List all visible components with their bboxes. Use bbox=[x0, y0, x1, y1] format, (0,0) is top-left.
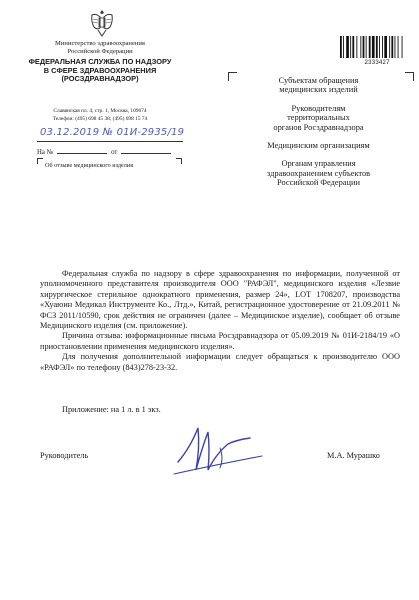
signatory-name: М.А. Мурашко bbox=[327, 451, 380, 460]
signatory-role: Руководитель bbox=[40, 451, 89, 460]
body-paragraph: Федеральная служба по надзору в сфере здравоохранения по информации, полученной от уполномоченного представителя производителя ООО "РАФЭЛ", медицинского изделия «Лезвие хирургическое стерильное однократного применения, размер 24», LOT 1708207, производства «Хуаюин Медикал Инструменте Ко., Лтд.», Китай, регистрационное удостоверение от 21.09.2011 № ФСЗ 2011/10590, срок действия не ограничен (далее – Медицинское изделие), сообщает об отзыве Медицинского изделия (см. приложение). bbox=[40, 269, 400, 331]
body-paragraph: Причина отзыва: информационные письма Росздравнадзора от 05.09.2019 № 01И-2184/19 «О приостановлении применения медицинского изделия». bbox=[40, 331, 400, 351]
recipient: Медицинским организациям bbox=[267, 141, 370, 151]
barcode bbox=[340, 36, 414, 58]
reference-date-blank bbox=[121, 147, 171, 154]
subject-bracket-right bbox=[176, 158, 182, 164]
handwritten-signature bbox=[150, 418, 270, 480]
body-paragraph: Для получения дополнительной информации следует обращаться к производителю ООО «РАФЭЛ» по телефону (843)278-23-32. bbox=[40, 352, 400, 372]
recipient: Руководителям территориальных органов Росздравнадзора bbox=[273, 103, 364, 132]
recipient: Органам управления здравоохранением субъектов Российской Федерации bbox=[266, 159, 371, 188]
agency-name: ФЕДЕРАЛЬНАЯ СЛУЖБА ПО НАДЗОРУ В СФЕРЕ ЗДРАВООХРАНЕНИЯ (РОСЗДРАВНАДЗОР) bbox=[28, 57, 172, 84]
attachment-note: Приложение: на 1 л. в 1 экз. bbox=[62, 405, 161, 414]
letter-body bbox=[40, 269, 400, 373]
recipients-block bbox=[236, 76, 401, 197]
coat-of-arms-icon bbox=[89, 8, 115, 38]
registration-underline bbox=[37, 141, 183, 142]
subject-bracket-left bbox=[37, 158, 43, 164]
reference-number-blank bbox=[57, 147, 107, 154]
recipients-bracket-right bbox=[405, 72, 414, 81]
letter-subject: Об отзыве медицинского изделия bbox=[45, 162, 134, 169]
agency-address: Славянская пл. 4, стр. 1, Москва, 109074 Телефон: (495) 698 45 38; (495) 698 15 74 bbox=[52, 108, 148, 122]
barcode-number: 2333427 bbox=[364, 59, 390, 66]
ministry-name: Министерство здравоохранения Российской Федерации bbox=[55, 40, 145, 55]
registration-number: 03.12.2019 № 01И-2935/19 bbox=[40, 127, 185, 138]
reference-row: На № от bbox=[37, 147, 175, 156]
recipient: Субъектам обращения медицинских изделий bbox=[278, 76, 359, 95]
